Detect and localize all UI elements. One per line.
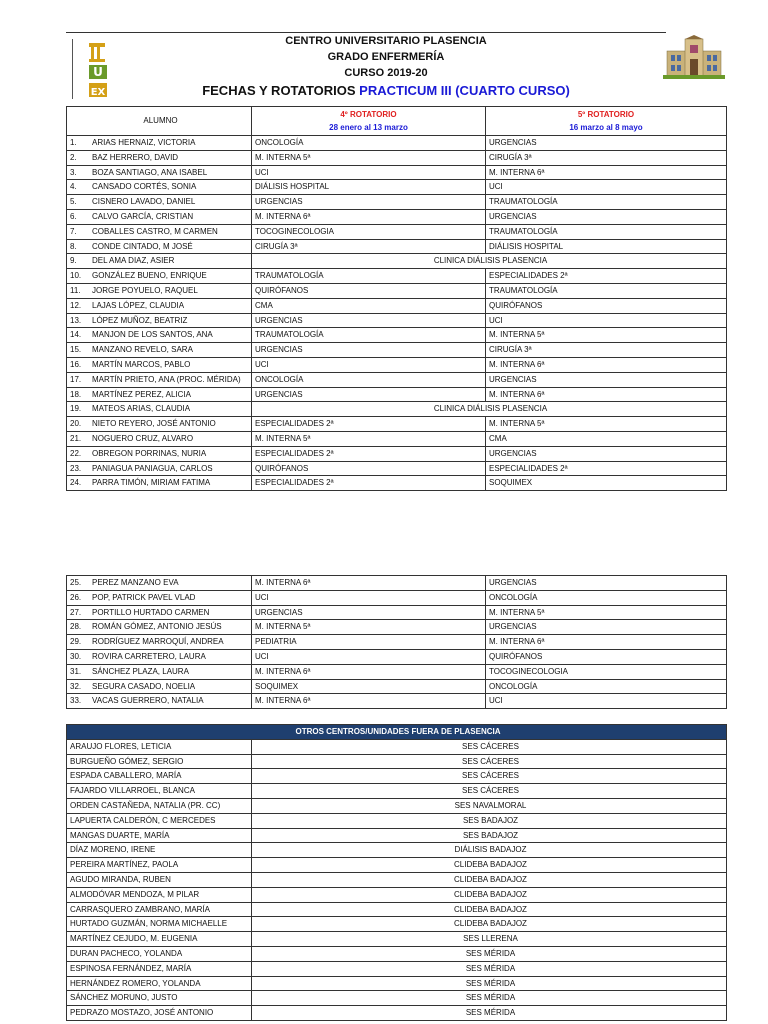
table-row bbox=[67, 664, 727, 679]
table-row bbox=[67, 136, 727, 151]
table-row bbox=[67, 576, 727, 591]
table-row bbox=[67, 961, 727, 976]
rotation-4-cell: M. INTERNA 5ª bbox=[252, 150, 486, 165]
row-number: 27. bbox=[70, 607, 82, 617]
table-row bbox=[67, 784, 727, 799]
student-name: BURGUEÑO GÓMEZ, SERGIO bbox=[67, 754, 252, 769]
rotation-4-cell: URGENCIAS bbox=[252, 605, 486, 620]
student-cell bbox=[67, 313, 252, 328]
table-row bbox=[67, 417, 727, 432]
rotation-5-cell: ESPECIALIDADES 2ª bbox=[486, 269, 727, 284]
placement-cell: SES BADAJOZ bbox=[252, 828, 727, 843]
rotation-4-cell: DIÁLISIS HOSPITAL bbox=[252, 180, 486, 195]
table-row bbox=[67, 180, 727, 195]
rotation-5-cell: UCI bbox=[486, 313, 727, 328]
table-row bbox=[67, 620, 727, 635]
student-name: MARTÍNEZ CEJUDO, M. EUGENIA bbox=[67, 932, 252, 947]
rotation-4-cell: M. INTERNA 6ª bbox=[252, 576, 486, 591]
merged-rotation-cell: CLINICA DIÁLISIS PLASENCIA bbox=[252, 254, 727, 269]
row-number: 24. bbox=[70, 478, 82, 488]
student-name: PARRA TIMÓN, MIRIAM FATIMA bbox=[92, 478, 211, 488]
student-cell bbox=[67, 269, 252, 284]
table-row bbox=[67, 343, 727, 358]
rotation-4-cell: M. INTERNA 5ª bbox=[252, 620, 486, 635]
table-row bbox=[67, 976, 727, 991]
student-cell bbox=[67, 254, 252, 269]
rotation-4-cell: M. INTERNA 6ª bbox=[252, 694, 486, 709]
row-number: 9. bbox=[70, 256, 77, 266]
row-number: 1. bbox=[70, 138, 77, 147]
row-number: 26. bbox=[70, 592, 82, 602]
rotation-4-cell: TOCOGINECOLOGIA bbox=[252, 224, 486, 239]
rotation-5-cell: CMA bbox=[486, 431, 727, 446]
table-row bbox=[67, 872, 727, 887]
student-name: PANIAGUA PANIAGUA, CARLOS bbox=[92, 463, 213, 473]
column-header-alumno: ALUMNO bbox=[67, 107, 252, 136]
student-name: POP, PATRICK PAVEL VLAD bbox=[92, 592, 196, 602]
table-row bbox=[67, 446, 727, 461]
table-row bbox=[67, 635, 727, 650]
table-row bbox=[67, 313, 727, 328]
rotation-4-cell: URGENCIAS bbox=[252, 313, 486, 328]
column-header-rot5 bbox=[486, 107, 727, 136]
row-number: 10. bbox=[70, 271, 82, 281]
other-centers-title: OTROS CENTROS/UNIDADES FUERA DE PLASENCIA bbox=[67, 725, 727, 740]
placement-cell: SES CÁCERES bbox=[252, 754, 727, 769]
rotation-4-cell: QUIRÓFANOS bbox=[252, 461, 486, 476]
placement-cell: CLIDEBA BADAJOZ bbox=[252, 887, 727, 902]
row-number: 20. bbox=[70, 419, 82, 429]
row-number: 14. bbox=[70, 330, 82, 340]
student-cell bbox=[67, 165, 252, 180]
student-name: NIETO REYERO, JOSÉ ANTONIO bbox=[92, 419, 216, 429]
table-row bbox=[67, 239, 727, 254]
table-row bbox=[67, 224, 727, 239]
table-row bbox=[67, 269, 727, 284]
student-name: PORTILLO HURTADO CARMEN bbox=[92, 607, 210, 617]
rotation-5-cell: M. INTERNA 6ª bbox=[486, 357, 727, 372]
table-row bbox=[67, 254, 727, 269]
rotation-5-cell: URGENCIAS bbox=[486, 576, 727, 591]
table-row bbox=[67, 798, 727, 813]
column-header-rot4 bbox=[252, 107, 486, 136]
row-number: 32. bbox=[70, 681, 82, 691]
table-row bbox=[67, 387, 727, 402]
table-row bbox=[67, 991, 727, 1006]
student-cell bbox=[67, 446, 252, 461]
student-cell bbox=[67, 417, 252, 432]
row-number: 28. bbox=[70, 622, 82, 632]
student-name: MARTÍNEZ PEREZ, ALICIA bbox=[92, 389, 191, 399]
rotation-5-cell: CIRUGÍA 3ª bbox=[486, 150, 727, 165]
table-row bbox=[67, 649, 727, 664]
table-row bbox=[67, 902, 727, 917]
rotation-5-cell: DIÁLISIS HOSPITAL bbox=[486, 239, 727, 254]
rotation-5-cell: QUIRÓFANOS bbox=[486, 298, 727, 313]
row-number: 25. bbox=[70, 578, 82, 587]
rotation-5-cell: URGENCIAS bbox=[486, 136, 727, 151]
placement-cell: SES MÉRIDA bbox=[252, 946, 727, 961]
merged-rotation-cell: CLINICA DIÁLISIS PLASENCIA bbox=[252, 402, 727, 417]
student-name: GONZÁLEZ BUENO, ENRIQUE bbox=[92, 271, 207, 281]
rotation-5-cell: ESPECIALIDADES 2ª bbox=[486, 461, 727, 476]
table-1-body bbox=[67, 136, 727, 491]
placement-cell: SES MÉRIDA bbox=[252, 1006, 727, 1021]
student-cell bbox=[67, 372, 252, 387]
table-row bbox=[67, 694, 727, 709]
placement-cell: SES MÉRIDA bbox=[252, 961, 727, 976]
table-row bbox=[67, 283, 727, 298]
rot4-dates: 28 enero al 13 marzo bbox=[329, 123, 408, 132]
rotation-5-cell: M. INTERNA 5ª bbox=[486, 417, 727, 432]
table-row bbox=[67, 165, 727, 180]
rotation-4-cell: CIRUGÍA 3ª bbox=[252, 239, 486, 254]
rotation-5-cell: M. INTERNA 5ª bbox=[486, 328, 727, 343]
table-row bbox=[67, 402, 727, 417]
student-cell bbox=[67, 461, 252, 476]
building-logo bbox=[663, 35, 725, 79]
table-row bbox=[67, 813, 727, 828]
student-name: SÁNCHEZ PLAZA, LAURA bbox=[92, 666, 189, 676]
rot5-title: 5º ROTATORIO bbox=[577, 110, 635, 119]
student-cell bbox=[67, 283, 252, 298]
student-name: MATEOS ARIAS, CLAUDIA bbox=[92, 404, 191, 414]
student-cell bbox=[67, 209, 252, 224]
table-row bbox=[67, 1006, 727, 1021]
svg-text:EX: EX bbox=[90, 87, 106, 98]
table-row bbox=[67, 590, 727, 605]
row-number: 19. bbox=[70, 404, 82, 414]
table-row bbox=[67, 298, 727, 313]
row-number: 13. bbox=[70, 315, 82, 325]
rotation-5-cell: URGENCIAS bbox=[486, 209, 727, 224]
student-cell bbox=[67, 150, 252, 165]
student-cell bbox=[67, 590, 252, 605]
student-name: MANZANO REVELO, SARA bbox=[92, 345, 193, 355]
student-name: MANGAS DUARTE, MARÍA bbox=[67, 828, 252, 843]
row-number: 6. bbox=[70, 211, 77, 221]
rotation-5-cell: URGENCIAS bbox=[486, 446, 727, 461]
rotation-4-cell: QUIRÓFANOS bbox=[252, 283, 486, 298]
student-name: PEDRAZO MOSTAZO, JOSÉ ANTONIO bbox=[67, 1006, 252, 1021]
placement-cell: DIÁLISIS BADAJOZ bbox=[252, 843, 727, 858]
student-name: CALVO GARCÍA, CRISTIAN bbox=[92, 211, 194, 221]
student-name: LAPUERTA CALDERÓN, C MERCEDES bbox=[67, 813, 252, 828]
header-degree: GRADO ENFERMERÍA bbox=[327, 51, 445, 63]
document-title bbox=[126, 83, 646, 98]
table-row bbox=[67, 605, 727, 620]
row-number: 12. bbox=[70, 300, 82, 310]
row-number: 8. bbox=[70, 241, 77, 251]
student-name: HERNÁNDEZ ROMERO, YOLANDA bbox=[67, 976, 252, 991]
table-2-body bbox=[67, 576, 727, 709]
table-row bbox=[67, 195, 727, 210]
header-course: CURSO 2019-20 bbox=[344, 67, 428, 79]
student-name: ARIAS HERNAIZ, VICTORIA bbox=[92, 138, 196, 147]
table-row bbox=[67, 372, 727, 387]
rotation-5-cell: CIRUGÍA 3ª bbox=[486, 343, 727, 358]
table-row bbox=[67, 858, 727, 873]
table-row bbox=[67, 357, 727, 372]
rotation-5-cell: ONCOLOGÍA bbox=[486, 679, 727, 694]
rotations-table-1 bbox=[66, 106, 727, 491]
table-row bbox=[67, 887, 727, 902]
placement-cell: CLIDEBA BADAJOZ bbox=[252, 917, 727, 932]
rotation-4-cell: ESPECIALIDADES 2ª bbox=[252, 476, 486, 491]
student-name: DURAN PACHECO, YOLANDA bbox=[67, 946, 252, 961]
rotation-5-cell: TRAUMATOLOGÍA bbox=[486, 195, 727, 210]
rotation-4-cell: URGENCIAS bbox=[252, 343, 486, 358]
placement-cell: SES MÉRIDA bbox=[252, 976, 727, 991]
table-row bbox=[67, 739, 727, 754]
rotation-4-cell: ONCOLOGÍA bbox=[252, 136, 486, 151]
student-cell bbox=[67, 343, 252, 358]
placement-cell: SES CÁCERES bbox=[252, 769, 727, 784]
rotation-4-cell: TRAUMATOLOGÍA bbox=[252, 328, 486, 343]
student-cell bbox=[67, 431, 252, 446]
placement-cell: SES CÁCERES bbox=[252, 739, 727, 754]
placement-cell: CLIDEBA BADAJOZ bbox=[252, 902, 727, 917]
title-blue: PRACTICUM III (CUARTO CURSO) bbox=[359, 83, 570, 98]
row-number: 15. bbox=[70, 345, 82, 355]
placement-cell: SES CÁCERES bbox=[252, 784, 727, 799]
student-name: ALMODÓVAR MENDOZA, M PILAR bbox=[67, 887, 252, 902]
placement-cell: SES NAVALMORAL bbox=[252, 798, 727, 813]
student-cell bbox=[67, 180, 252, 195]
rotation-5-cell: M. INTERNA 6ª bbox=[486, 165, 727, 180]
student-cell bbox=[67, 635, 252, 650]
student-name: ORDEN CASTAÑEDA, NATALIA (PR. CC) bbox=[67, 798, 252, 813]
student-cell bbox=[67, 402, 252, 417]
rotation-4-cell: TRAUMATOLOGÍA bbox=[252, 269, 486, 284]
student-name: SEGURA CASADO, NOELIA bbox=[92, 681, 196, 691]
rotation-4-cell: M. INTERNA 5ª bbox=[252, 431, 486, 446]
rotation-5-cell: M. INTERNA 6ª bbox=[486, 387, 727, 402]
other-centers-table bbox=[66, 724, 727, 1021]
rotation-5-cell: M. INTERNA 5ª bbox=[486, 605, 727, 620]
student-cell bbox=[67, 328, 252, 343]
student-name: PEREZ MANZANO EVA bbox=[92, 578, 179, 587]
rotation-5-cell: URGENCIAS bbox=[486, 620, 727, 635]
student-name: ARAUJO FLORES, LETICIA bbox=[67, 739, 252, 754]
rotation-4-cell: UCI bbox=[252, 649, 486, 664]
row-number: 7. bbox=[70, 226, 77, 236]
student-name: ESPINOSA FERNÁNDEZ, MARÍA bbox=[67, 961, 252, 976]
row-number: 5. bbox=[70, 197, 77, 207]
student-name: LAJAS LÓPEZ, CLAUDIA bbox=[92, 300, 185, 310]
rotation-5-cell: ONCOLOGÍA bbox=[486, 590, 727, 605]
row-number: 23. bbox=[70, 463, 82, 473]
rotation-5-cell: QUIRÓFANOS bbox=[486, 649, 727, 664]
rotation-4-cell: SOQUIMEX bbox=[252, 679, 486, 694]
student-cell bbox=[67, 605, 252, 620]
student-name: MANJON DE LOS SANTOS, ANA bbox=[92, 330, 213, 340]
table-row bbox=[67, 328, 727, 343]
placement-cell: SES LLERENA bbox=[252, 932, 727, 947]
student-cell bbox=[67, 387, 252, 402]
rotation-5-cell: TRAUMATOLOGÍA bbox=[486, 283, 727, 298]
table-row bbox=[67, 209, 727, 224]
student-cell bbox=[67, 649, 252, 664]
student-name: BOZA SANTIAGO, ANA ISABEL bbox=[92, 167, 208, 177]
student-name: HURTADO GUZMÁN, NORMA MICHAELLE bbox=[67, 917, 252, 932]
other-centers-header-row bbox=[67, 725, 727, 740]
table-row bbox=[67, 754, 727, 769]
student-name: OBREGON PORRINAS, NURIA bbox=[92, 448, 207, 458]
rotation-4-cell: M. INTERNA 6ª bbox=[252, 209, 486, 224]
student-name: COBALLES CASTRO, M CARMEN bbox=[92, 226, 218, 236]
student-cell bbox=[67, 476, 252, 491]
rotation-5-cell: M. INTERNA 6ª bbox=[486, 635, 727, 650]
student-cell bbox=[67, 239, 252, 254]
table-row bbox=[67, 431, 727, 446]
table-row bbox=[67, 828, 727, 843]
student-name: CANSADO CORTÉS, SONIA bbox=[92, 182, 197, 192]
row-number: 3. bbox=[70, 167, 77, 177]
table-row bbox=[67, 932, 727, 947]
table-row bbox=[67, 843, 727, 858]
row-number: 11. bbox=[70, 285, 81, 295]
student-name: JORGE POYUELO, RAQUEL bbox=[92, 285, 198, 295]
student-name: ROMÁN GÓMEZ, ANTONIO JESÚS bbox=[92, 622, 222, 632]
student-name: VACAS GUERRERO, NATALIA bbox=[92, 696, 204, 706]
student-name: DEL AMA DIAZ, ASIER bbox=[92, 256, 175, 266]
student-name: MARTÍN PRIETO, ANA (PROC. MÉRIDA) bbox=[92, 374, 241, 384]
rotation-4-cell: UCI bbox=[252, 590, 486, 605]
row-number: 31. bbox=[70, 666, 82, 676]
table-header-row bbox=[67, 107, 727, 136]
rot4-title: 4º ROTATORIO bbox=[340, 110, 397, 119]
placement-cell: SES BADAJOZ bbox=[252, 813, 727, 828]
rot5-dates: 16 marzo al 8 mayo bbox=[569, 123, 643, 132]
student-name: NOGUERO CRUZ, ALVARO bbox=[92, 433, 194, 443]
rotation-5-cell: UCI bbox=[486, 180, 727, 195]
rotation-5-cell: TRAUMATOLOGÍA bbox=[486, 224, 727, 239]
svg-text:U: U bbox=[93, 65, 103, 79]
student-name: MARTÍN MARCOS, PABLO bbox=[92, 359, 191, 369]
document-header bbox=[66, 32, 666, 107]
student-name: RODRÍGUEZ MARROQUÍ, ANDREA bbox=[92, 637, 224, 647]
student-name: CARRASQUERO ZAMBRANO, MARÍA bbox=[67, 902, 252, 917]
rotation-4-cell: URGENCIAS bbox=[252, 387, 486, 402]
row-number: 2. bbox=[70, 152, 77, 162]
student-cell bbox=[67, 576, 252, 591]
table-row bbox=[67, 679, 727, 694]
student-name: CONDE CINTADO, M JOSÉ bbox=[92, 241, 193, 251]
rotation-4-cell: CMA bbox=[252, 298, 486, 313]
row-number: 30. bbox=[70, 651, 82, 661]
student-name: DÍAZ MORENO, IRENE bbox=[67, 843, 252, 858]
student-cell bbox=[67, 664, 252, 679]
row-number: 33. bbox=[70, 696, 82, 706]
student-cell bbox=[67, 357, 252, 372]
student-cell bbox=[67, 620, 252, 635]
table-row bbox=[67, 946, 727, 961]
table-row bbox=[67, 476, 727, 491]
student-cell bbox=[67, 694, 252, 709]
rotation-4-cell: UCI bbox=[252, 357, 486, 372]
title-black: FECHAS Y ROTATORIOS bbox=[202, 83, 360, 98]
rotation-5-cell: TOCOGINECOLOGIA bbox=[486, 664, 727, 679]
rotation-4-cell: PEDIATRIA bbox=[252, 635, 486, 650]
student-name: FAJARDO VILLARROEL, BLANCA bbox=[67, 784, 252, 799]
table-row bbox=[67, 917, 727, 932]
row-number: 4. bbox=[70, 182, 77, 192]
rotation-4-cell: UCI bbox=[252, 165, 486, 180]
rotation-4-cell: ESPECIALIDADES 2ª bbox=[252, 417, 486, 432]
rotation-4-cell: ONCOLOGÍA bbox=[252, 372, 486, 387]
table-row bbox=[67, 769, 727, 784]
placement-cell: SES MÉRIDA bbox=[252, 991, 727, 1006]
row-number: 21. bbox=[70, 433, 82, 443]
table-3-body bbox=[67, 739, 727, 1020]
rotation-4-cell: ESPECIALIDADES 2ª bbox=[252, 446, 486, 461]
student-name: CISNERO LAVADO, DANIEL bbox=[92, 197, 196, 207]
row-number: 18. bbox=[70, 389, 82, 399]
row-number: 22. bbox=[70, 448, 82, 458]
uex-logo bbox=[72, 39, 113, 99]
student-cell bbox=[67, 298, 252, 313]
rotation-5-cell: URGENCIAS bbox=[486, 372, 727, 387]
student-cell bbox=[67, 224, 252, 239]
student-name: ROVIRA CARRETERO, LAURA bbox=[92, 651, 206, 661]
student-name: LÓPEZ MUÑOZ, BEATRIZ bbox=[92, 315, 188, 325]
rotations-table-2 bbox=[66, 575, 727, 709]
rotation-4-cell: M. INTERNA 6ª bbox=[252, 664, 486, 679]
table-row bbox=[67, 150, 727, 165]
row-number: 17. bbox=[70, 374, 82, 384]
student-cell bbox=[67, 136, 252, 151]
student-name: BAZ HERRERO, DAVID bbox=[92, 152, 179, 162]
student-name: ESPADA CABALLERO, MARÍA bbox=[67, 769, 252, 784]
rotation-4-cell: URGENCIAS bbox=[252, 195, 486, 210]
placement-cell: CLIDEBA BADAJOZ bbox=[252, 872, 727, 887]
rotation-5-cell: SOQUIMEX bbox=[486, 476, 727, 491]
student-name: AGUDO MIRANDA, RUBEN bbox=[67, 872, 252, 887]
header-center-name: CENTRO UNIVERSITARIO PLASENCIA bbox=[285, 35, 487, 47]
placement-cell: CLIDEBA BADAJOZ bbox=[252, 858, 727, 873]
student-name: PEREIRA MARTÍNEZ, PAOLA bbox=[67, 858, 252, 873]
student-cell bbox=[67, 679, 252, 694]
student-cell bbox=[67, 195, 252, 210]
table-row bbox=[67, 461, 727, 476]
rotation-5-cell: UCI bbox=[486, 694, 727, 709]
row-number: 16. bbox=[70, 359, 82, 369]
student-name: SÁNCHEZ MORUNO, JUSTO bbox=[67, 991, 252, 1006]
row-number: 29. bbox=[70, 637, 82, 647]
